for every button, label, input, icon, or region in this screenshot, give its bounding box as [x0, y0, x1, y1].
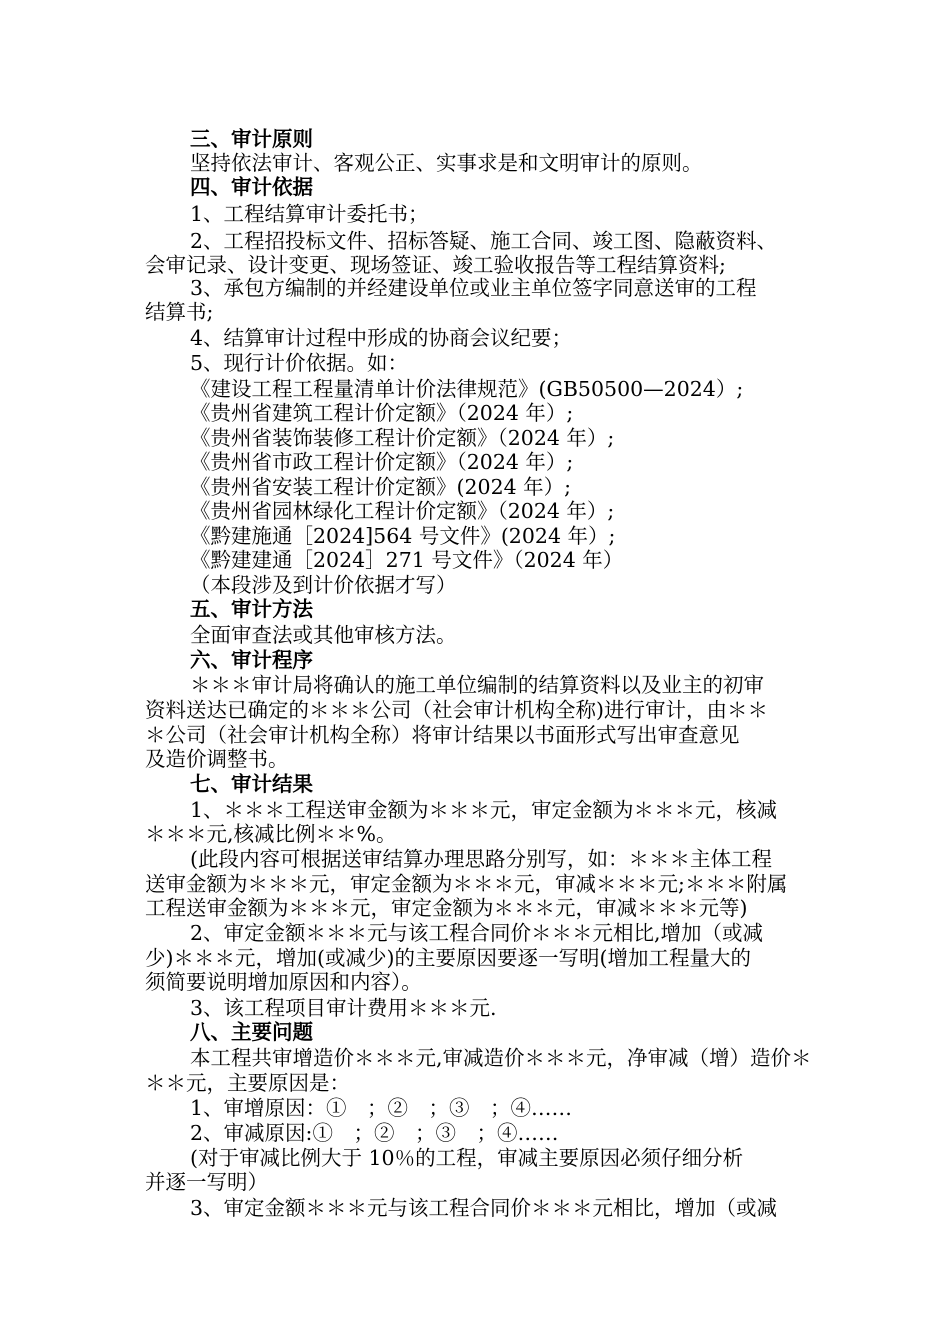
paragraph-line: 结算书;	[145, 300, 214, 324]
paragraph-line: ＊＊＊元,核减比例＊＊%。	[145, 822, 397, 846]
paragraph-line: 送审金额为＊＊＊元，审定金额为＊＊＊元，审减＊＊＊元;＊＊＊附属	[145, 872, 788, 896]
paragraph-line: 会审记录、设计变更、现场签证、竣工验收报告等工程结算资料;	[145, 253, 726, 277]
paragraph-line: 《贵州省建筑工程计价定额》（2024 年）;	[190, 401, 574, 425]
paragraph-line: 《贵州省安装工程计价定额》(2024 年）;	[190, 475, 572, 499]
paragraph-line: 2、审定金额＊＊＊元与该工程合同价＊＊＊元相比,增加（或减	[190, 921, 764, 945]
paragraph-line: 3、承包方编制的并经建设单位或业主单位签字同意送审的工程	[190, 276, 757, 300]
paragraph-line: 4、结算审计过程中形成的协商会议纪要；	[190, 326, 573, 350]
paragraph-line: （本段涉及到计价依据才写）	[190, 573, 457, 597]
paragraph-line: 《贵州省装饰装修工程计价定额》（2024 年）;	[190, 426, 615, 450]
paragraph-line: 1、＊＊＊工程送审金额为＊＊＊元，审定金额为＊＊＊元，核减	[190, 798, 778, 822]
paragraph-line: 并逐一写明）	[145, 1170, 268, 1194]
paragraph-line: 3、该工程项目审计费用＊＊＊元.	[190, 996, 497, 1020]
section-heading-basis: 四、审计依据	[190, 175, 313, 199]
paragraph-line: (此段内容可根据送审结算办理思路分别写，如：＊＊＊主体工程	[190, 847, 772, 871]
section-heading-principle: 三、审计原则	[190, 127, 313, 151]
paragraph-line: 《贵州省市政工程计价定额》（2024 年）;	[190, 450, 574, 474]
paragraph-line: ＊＊元，主要原因是：	[145, 1071, 350, 1095]
paragraph-line: 2、审减原因:① ；② ；③ ；④……	[190, 1121, 559, 1145]
section-heading-issues: 八、主要问题	[190, 1020, 313, 1044]
paragraph-line: 《黔建建通［2024］271 号文件》（2024 年）	[190, 548, 624, 572]
section-heading-procedure: 六、审计程序	[190, 648, 313, 672]
paragraph-line: 本工程共审增造价＊＊＊元,审减造价＊＊＊元，净审减（增）造价＊	[190, 1046, 812, 1070]
paragraph-line: 坚持依法审计、客观公正、实事求是和文明审计的原则。	[190, 151, 703, 175]
paragraph-line: 《建设工程工程量清单计价法律规范》(GB50500—2024）;	[190, 377, 744, 401]
paragraph-line: 2、工程招投标文件、招标答疑、施工合同、竣工图、隐蔽资料、	[190, 229, 778, 253]
paragraph-line: ＊公司（社会审计机构全称）将审计结果以书面形式写出审查意见	[145, 723, 740, 747]
paragraph-line: 少)＊＊＊元，增加(或减少)的主要原因要逐一写明(增加工程量大的	[145, 946, 751, 970]
paragraph-line: ＊＊＊审计局将确认的施工单位编制的结算资料以及业主的初审	[190, 673, 764, 697]
paragraph-line: 3、审定金额＊＊＊元与该工程合同价＊＊＊元相比，增加（或减	[190, 1196, 778, 1220]
paragraph-line: 工程送审金额为＊＊＊元，审定金额为＊＊＊元，审减＊＊＊元等)	[145, 896, 748, 920]
paragraph-line: 1、审增原因：① ；② ；③ ；④……	[190, 1096, 573, 1120]
paragraph-line: 须简要说明增加原因和内容）。	[145, 970, 422, 994]
paragraph-line: 全面审查法或其他审核方法。	[190, 623, 457, 647]
paragraph-line: 及造价调整书。	[145, 747, 289, 771]
paragraph-line: 《黔建施通［2024]564 号文件》(2024 年）;	[190, 524, 616, 548]
paragraph-line: 5、现行计价依据。如：	[190, 351, 409, 375]
paragraph-line: 《贵州省园林绿化工程计价定额》（2024 年）;	[190, 499, 615, 523]
paragraph-line: 资料送达已确定的＊＊＊公司（社会审计机构全称)进行审计，由＊＊	[145, 698, 768, 722]
section-heading-method: 五、审计方法	[190, 597, 313, 621]
section-heading-result: 七、审计结果	[190, 772, 313, 796]
paragraph-line: (对于审减比例大于 10％的工程，审减主要原因必须仔细分析	[190, 1146, 744, 1170]
paragraph-line: 1、工程结算审计委托书；	[190, 202, 429, 226]
